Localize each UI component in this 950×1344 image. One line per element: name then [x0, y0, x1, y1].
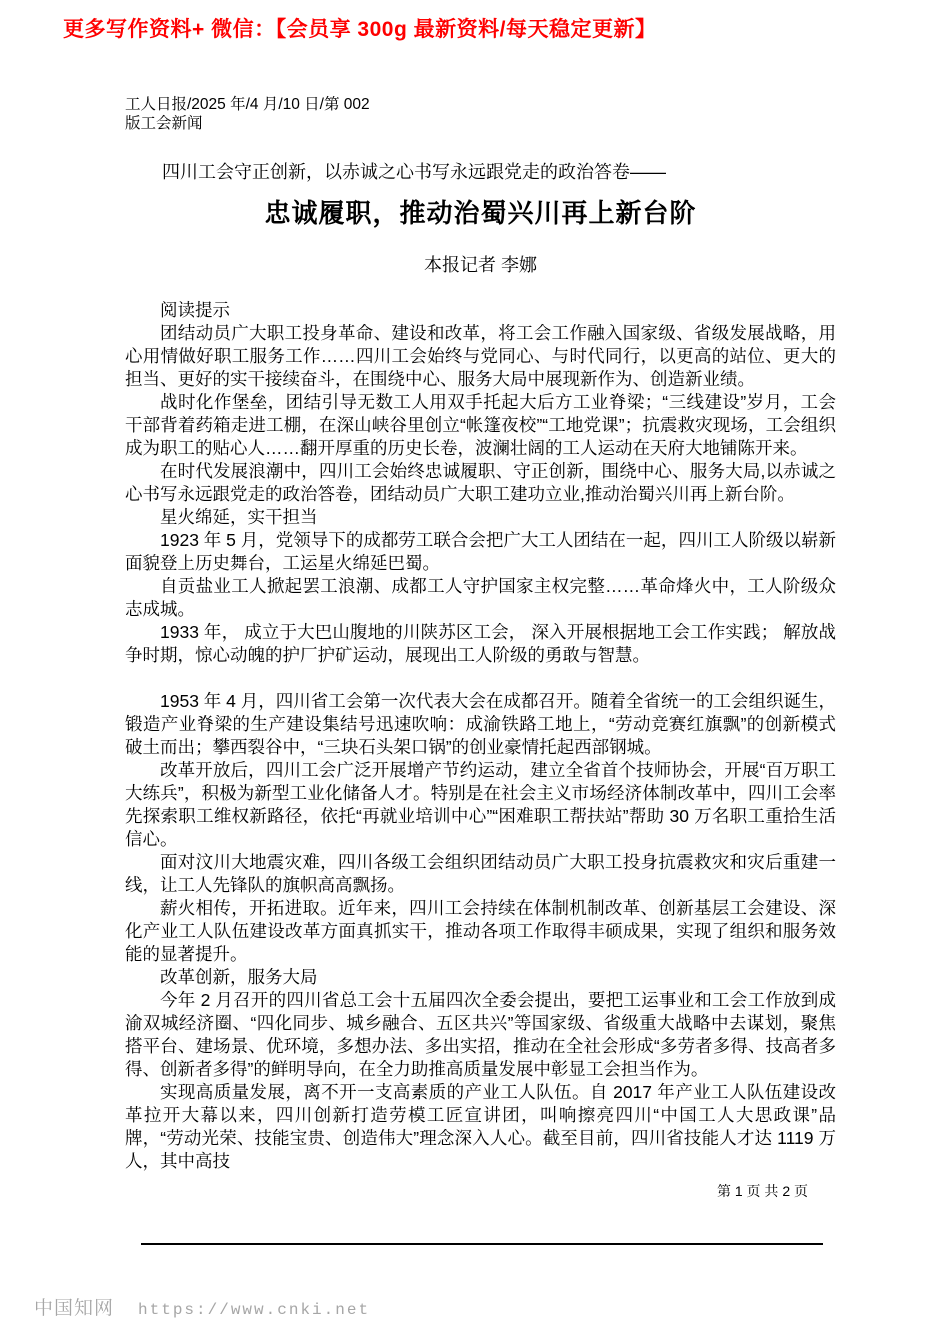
body-paragraph: 1923 年 5 月，党领导下的成都劳工联合会把广大工人团结在一起，四川工人阶级以崭新面貌登上历史舞台，工运星火绵延巴蜀。: [125, 530, 836, 573]
body-paragraph: 在时代发展浪潮中，四川工会始终忠诚履职、守正创新，围绕中心、服务大局,以赤诚之心书写永远跟党走的政治答卷，团结动员广大职工建功立业,推动治蜀兴川再上新台阶。: [125, 461, 836, 504]
footer-divider: [141, 1243, 823, 1245]
body-paragraph: 阅读提示: [160, 300, 230, 320]
article-byline: 本报记者 李娜: [423, 255, 537, 275]
article-title: 忠诚履职，推动治蜀兴川再上新台阶: [264, 198, 697, 228]
page-footer: [34, 1293, 370, 1320]
source-line-1: 工人日报/2025 年/4 月/10 日/第 002: [125, 96, 370, 113]
body-paragraph: 面对汶川大地震灾难，四川各级工会组织团结动员广大职工投身抗震救灾和灾后重建一线，让工人先锋队的旗帜高高飘扬。: [125, 852, 836, 895]
body-paragraph: [125, 667, 836, 690]
body-paragraph: 自贡盐业工人掀起罢工浪潮、成都工人守护国家主权完整……革命烽火中，工人阶级众志成城。: [125, 576, 836, 619]
source-line-2: 版工会新闻: [125, 114, 203, 132]
body-paragraph: 星火绵延，实干担当: [160, 507, 318, 527]
article-body: [125, 299, 836, 1173]
body-paragraph: 改革开放后，四川工会广泛开展增产节约运动，建立全省首个技师协会，开展“百万职工大练兵”，积极为新型工业化储备人才。特别是在社会主义市场经济体制改革中，四川工会率先探索职工维权新路径，依托“再就业培训中心”“困难职工帮扶站”帮助 30 万名职工重拾生活信心。: [125, 760, 836, 849]
cnki-brand: 中国知网: [34, 1297, 115, 1319]
document-page: [125, 96, 836, 1201]
body-paragraph: 战时化作堡垒，团结引导无数工人用双手托起大后方工业脊梁；“三线建设”岁月，工会干部背着药箱走进工棚，在深山峡谷里创立“帐篷夜校”“工地党课”；抗震救灾现场，工会组织成为职工的贴心人……翻开厚重的历史长卷，波澜壮阔的工人运动在天府大地铺陈开来。: [125, 392, 836, 458]
promo-banner: 更多写作资料+ 微信：【会员享 300g 最新资料/每天稳定更新】: [63, 18, 657, 41]
page-indicator: 第 1 页 共 2 页: [716, 1183, 808, 1199]
article-kicker: 四川工会守正创新，以赤诚之心书写永远跟党走的政治答卷——: [162, 162, 666, 182]
source-info: [125, 96, 836, 133]
body-paragraph: 今年 2 月召开的四川省总工会十五届四次全委会提出，要把工运事业和工会工作放到成渝双城经济圈、“四化同步、城乡融合、五区共兴”等国家级、省级重大战略中去谋划，聚焦搭平台、建场景、优环境，多想办法、多出实招，推动在全社会形成“多劳者多得、技高者多得、创新者多得”的鲜明导向，在全力助推高质量发展中彰显工会担当作为。: [125, 990, 836, 1079]
body-paragraph: 实现高质量发展，离不开一支高素质的产业工人队伍。自 2017 年产业工人队伍建设改革拉开大幕以来，四川创新打造劳模工匠宣讲团，叫响擦亮四川“中国工人大思政课”品牌，“劳动光荣、技能宝贵、创造伟大”理念深入人心。截至目前，四川省技能人才达 1119 万人，其中高技: [125, 1082, 836, 1171]
body-paragraph: 1953 年 4 月，四川省工会第一次代表大会在成都召开。随着全省统一的工会组织诞生，锻造产业脊梁的生产建设集结号迅速吹响：成渝铁路工地上，“劳动竞赛红旗飘”的创新模式破土而出；攀西裂谷中，“三块石头架口锅”的创业豪情托起西部钢城。: [125, 691, 836, 757]
body-paragraph: 改革创新，服务大局: [160, 967, 318, 987]
body-paragraph: 1933 年， 成立于大巴山腹地的川陕苏区工会， 深入开展根据地工会工作实践； 解放战争时期，惊心动魄的护厂护矿运动，展现出工人阶级的勇敢与智慧。: [125, 622, 836, 665]
body-paragraph: 薪火相传，开拓进取。近年来，四川工会持续在体制机制改革、创新基层工会建设、深化产业工人队伍建设改革方面真抓实干，推动各项工作取得丰硕成果，实现了组织和服务效能的显著提升。: [125, 898, 836, 964]
body-paragraph: 团结动员广大职工投身革命、建设和改革，将工会工作融入国家级、省级发展战略，用心用情做好职工服务工作……四川工会始终与党同心、与时代同行，以更高的站位、更大的担当、更好的实干接续奋斗，在围绕中心、服务大局中展现新作为、创造新业绩。: [125, 323, 836, 389]
cnki-url[interactable]: https://www.cnki.net: [138, 1301, 371, 1319]
